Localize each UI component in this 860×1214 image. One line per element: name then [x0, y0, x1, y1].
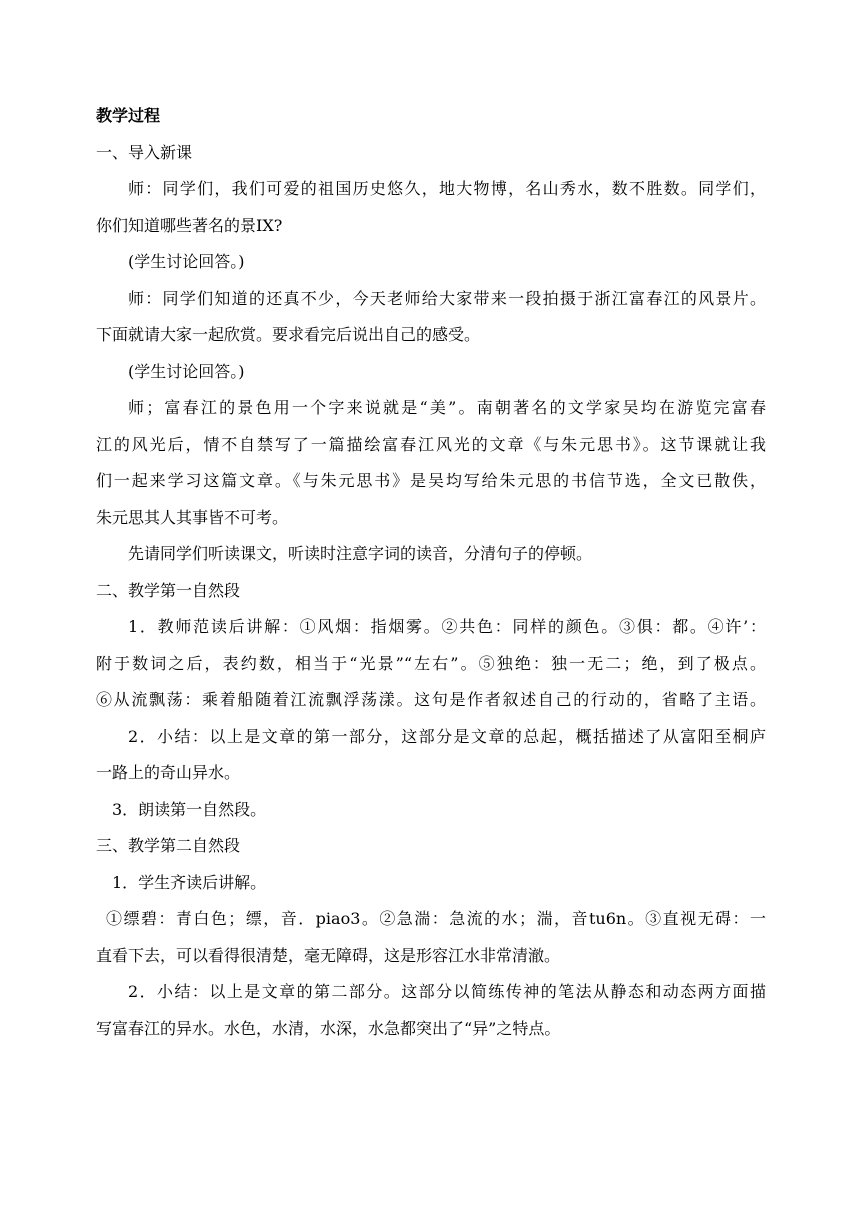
paragraph-line: 3．朗读第一自然段。: [112, 799, 267, 819]
paragraph-line: 师：同学们知道的还真不少，今天老师给大家带来一段拍摄于浙江富春江的风景片。: [128, 288, 766, 308]
paragraph-line: 你们知道哪些著名的景IX?: [96, 215, 283, 235]
paragraph-line: (学生讨论回答。): [128, 252, 245, 271]
paragraph-line: 下面就请大家一起欣赏。要求看完后说出自己的感受。: [96, 325, 481, 344]
section-heading: 二、教学第一自然段: [96, 580, 241, 600]
paragraph-line: 先请同学们听读课文，听读时注意字词的读音，分清句子的停顿。: [128, 544, 593, 563]
paragraph-line: 写富春江的异水。水色，水清，水深，水急都突出了“异”之特点。: [96, 1018, 561, 1038]
paragraph-line: 2．小结：以上是文章的第二部分。这部分以简练传神的笔法从静态和动态两方面描: [128, 982, 766, 1001]
paragraph-line: 们一起来学习这篇文章。《与朱元思书》是吴均写给朱元思的书信节选，全文已散佚，: [96, 471, 766, 490]
paragraph-line: 江的风光后，情不自禁写了一篇描绘富春江风光的文章《与朱元思书》。这节课就让我: [96, 434, 766, 454]
paragraph-line: 2．小结：以上是文章的第一部分，这部分是文章的总起，概括描述了从富阳至桐庐: [128, 726, 766, 746]
paragraph-line: 一路上的奇山异水。: [96, 763, 241, 782]
paragraph-line: 师：同学们，我们可爱的祖国历史悠久，地大物博，名山秀水，数不胜数。同学们，: [128, 179, 766, 198]
paragraph-line: (学生讨论回答。): [128, 361, 245, 381]
paragraph-line: ①缥碧：青白色；缥，音．piao3。②急湍：急流的水；湍，音tu6n。③直视无碍：一: [106, 909, 766, 928]
document-heading: 教学过程: [96, 106, 161, 125]
paragraph-line: 师；富春江的景色用一个字来说就是“美”。南朝著名的文学家吴均在游览完富春: [128, 398, 766, 417]
paragraph-line: 朱元思其人其事皆不可考。: [96, 507, 289, 527]
paragraph-line: 直看下去，可以看得很清楚，毫无障碍，这是形容江水非常清澈。: [96, 945, 561, 965]
paragraph-line: 1．教师范读后讲解：①风烟：指烟雾。②共色：同样的颜色。③俱：都。④许’：: [128, 617, 766, 636]
section-heading: 三、教学第二自然段: [96, 836, 241, 855]
section-heading: 一、导入新课: [96, 142, 193, 162]
paragraph-line: 1．学生齐读后讲解。: [112, 872, 267, 892]
paragraph-line: 附于数词之后，表约数，相当于“光景”“左右”。⑤独绝：独一无二；绝，到了极点。: [96, 653, 766, 673]
paragraph-line: ⑥从流飘荡：乘着船随着江流飘浮荡漾。这句是作者叙述自己的行动的，省略了主语。: [96, 690, 766, 709]
